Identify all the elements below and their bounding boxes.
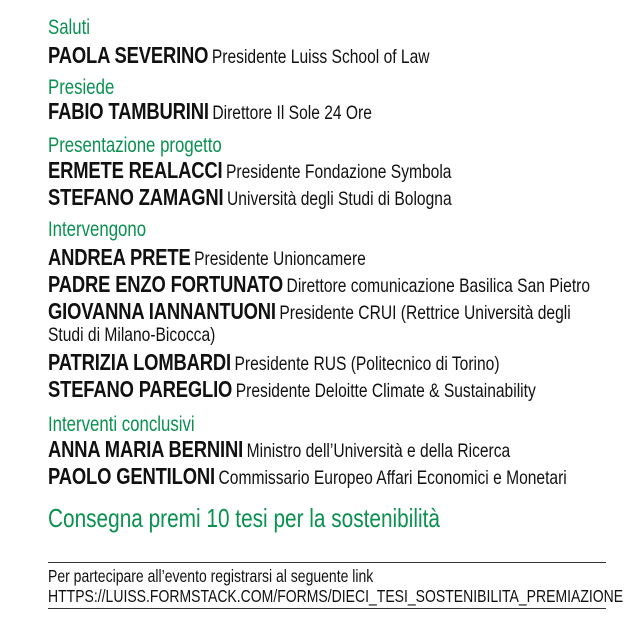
speaker-name: ANNA MARIA BERNINI — [48, 436, 244, 462]
speaker-name: PAOLA SEVERINO — [48, 42, 209, 68]
section-heading-interventi-conclusivi: Interventi conclusivi — [48, 413, 195, 436]
speaker-name: PAOLO GENTILONI — [48, 463, 215, 489]
speaker-role-continued: Studi di Milano-Bicocca) — [48, 324, 216, 346]
speaker-row — [48, 159, 451, 183]
registration-link[interactable]: HTTPS://LUISS.FORMSTACK.COM/FORMS/DIECI_TESI_SOSTENIBILITA_PREMIAZIONE — [48, 586, 624, 606]
speaker-role: Presidente CRUI (Rettrice Università degli — [279, 302, 571, 324]
speaker-name: GIOVANNA IANNANTUONI — [48, 298, 276, 324]
speaker-role: Commissario Europeo Affari Economici e Monetari — [218, 467, 567, 489]
speaker-name: STEFANO PAREGLIO — [48, 376, 233, 402]
divider-top — [48, 562, 606, 563]
speaker-row — [48, 100, 372, 124]
speaker-role: Direttore comunicazione Basilica San Pietro — [286, 275, 591, 297]
speaker-row — [48, 246, 366, 270]
speaker-row — [48, 300, 571, 324]
speaker-row — [48, 378, 536, 402]
speaker-row — [48, 44, 430, 68]
section-heading-presentazione: Presentazione progetto — [48, 134, 222, 157]
speaker-name: PADRE ENZO FORTUNATO — [48, 271, 283, 297]
divider-bottom — [48, 608, 606, 609]
speaker-role: Direttore Il Sole 24 Ore — [212, 102, 372, 124]
registration-text: Per partecipare all’evento registrarsi al seguente link — [48, 566, 374, 586]
speaker-name: ANDREA PRETE — [48, 244, 191, 270]
speaker-row — [48, 351, 500, 375]
speaker-role: Ministro dell’Università e della Ricerca — [246, 440, 511, 462]
section-heading-intervengono: Intervengono — [48, 218, 147, 241]
section-heading-presiede: Presiede — [48, 76, 115, 99]
speaker-role: Presidente RUS (Politecnico di Torino) — [234, 353, 500, 375]
speaker-name: PATRIZIA LOMBARDI — [48, 349, 231, 375]
speaker-role: Presidente Deloitte Climate & Sustainability — [235, 380, 536, 402]
speaker-role: Presidente Luiss School of Law — [211, 46, 430, 68]
speaker-row — [48, 438, 510, 462]
speaker-role: Presidente Fondazione Symbola — [226, 161, 452, 183]
closing-award-title: Consegna premi 10 tesi per la sostenibilità — [48, 503, 440, 533]
speaker-row — [48, 465, 567, 489]
speaker-role: Presidente Unioncamere — [194, 248, 366, 270]
speaker-name: FABIO TAMBURINI — [48, 98, 209, 124]
section-heading-saluti: Saluti — [48, 16, 91, 39]
speaker-name: STEFANO ZAMAGNI — [48, 184, 224, 210]
speaker-role: Università degli Studi di Bologna — [227, 188, 452, 210]
speaker-name: ERMETE REALACCI — [48, 157, 223, 183]
speaker-row — [48, 273, 590, 297]
speaker-row — [48, 186, 452, 210]
